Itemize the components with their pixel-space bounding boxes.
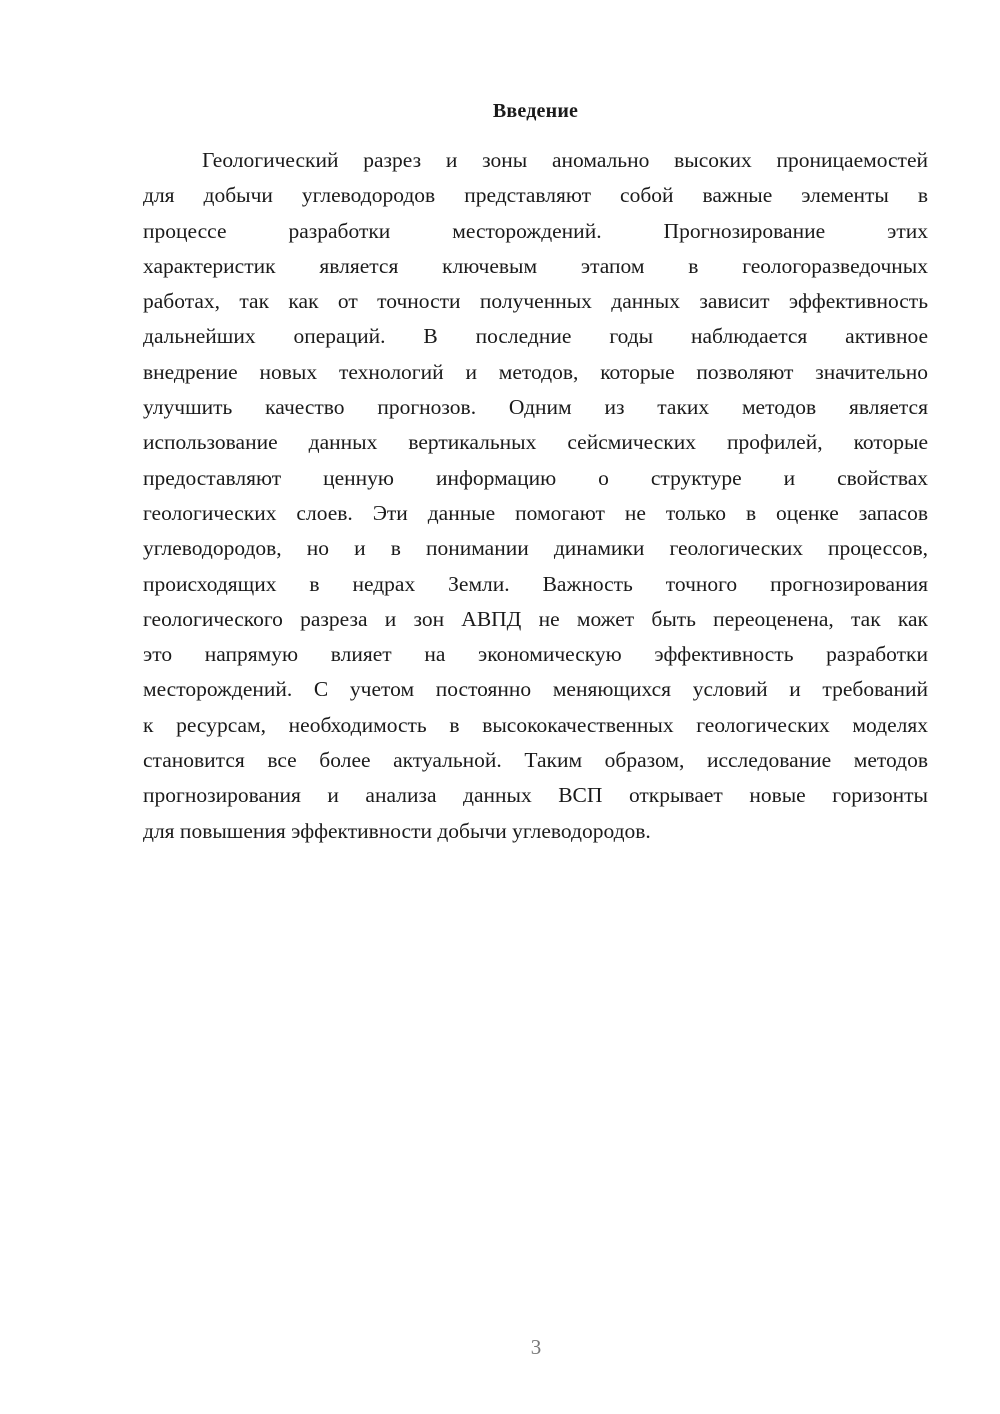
- paragraph-line: месторождений. С учетом постоянно меняющихся условий и требований: [143, 677, 928, 702]
- section-heading: Введение: [492, 100, 579, 122]
- paragraph-line: это напрямую влияет на экономическую эффективность разработки: [143, 642, 928, 667]
- paragraph-line: к ресурсам, необходимость в высококачественных геологических моделях: [143, 712, 928, 737]
- paragraph-line: характеристик является ключевым этапом в геологоразведочных: [143, 253, 928, 278]
- page-number: 3: [530, 1335, 542, 1359]
- paragraph-line: процессе разработки месторождений. Прогнозирование этих: [143, 218, 928, 243]
- paragraph-line: происходящих в недрах Земли. Важность точного прогнозирования: [143, 571, 928, 596]
- paragraph-line: для повышения эффективности добычи углеводородов.: [143, 818, 651, 843]
- paragraph-line: улучшить качество прогнозов. Одним из таких методов является: [143, 395, 928, 420]
- paragraph-line: становится все более актуальной. Таким образом, исследование методов: [143, 748, 928, 773]
- paragraph-line: использование данных вертикальных сейсмических профилей, которые: [143, 430, 928, 455]
- paragraph-line: прогнозирования и анализа данных ВСП открывает новые горизонты: [143, 783, 928, 808]
- paragraph-line: геологических слоев. Эти данные помогают не только в оценке запасов: [143, 500, 928, 525]
- paragraph-line: углеводородов, но и в понимании динамики геологических процессов,: [143, 536, 928, 561]
- paragraph-line: предоставляют ценную информацию о структуре и свойствах: [143, 465, 928, 490]
- paragraph-line: дальнейших операций. В последние годы наблюдается активное: [143, 324, 928, 349]
- paragraph-line: внедрение новых технологий и методов, которые позволяют значительно: [143, 359, 928, 384]
- paragraph: [143, 143, 928, 849]
- paragraph-line: для добычи углеводородов представляют собой важные элементы в: [143, 183, 928, 208]
- paragraph-line: работах, так как от точности полученных данных зависит эффективность: [143, 289, 928, 314]
- paragraph-line: Геологический разрез и зоны аномально высоких проницаемостей: [202, 148, 928, 172]
- paragraph-line: геологического разреза и зон АВПД не может быть переоценена, так как: [143, 606, 928, 631]
